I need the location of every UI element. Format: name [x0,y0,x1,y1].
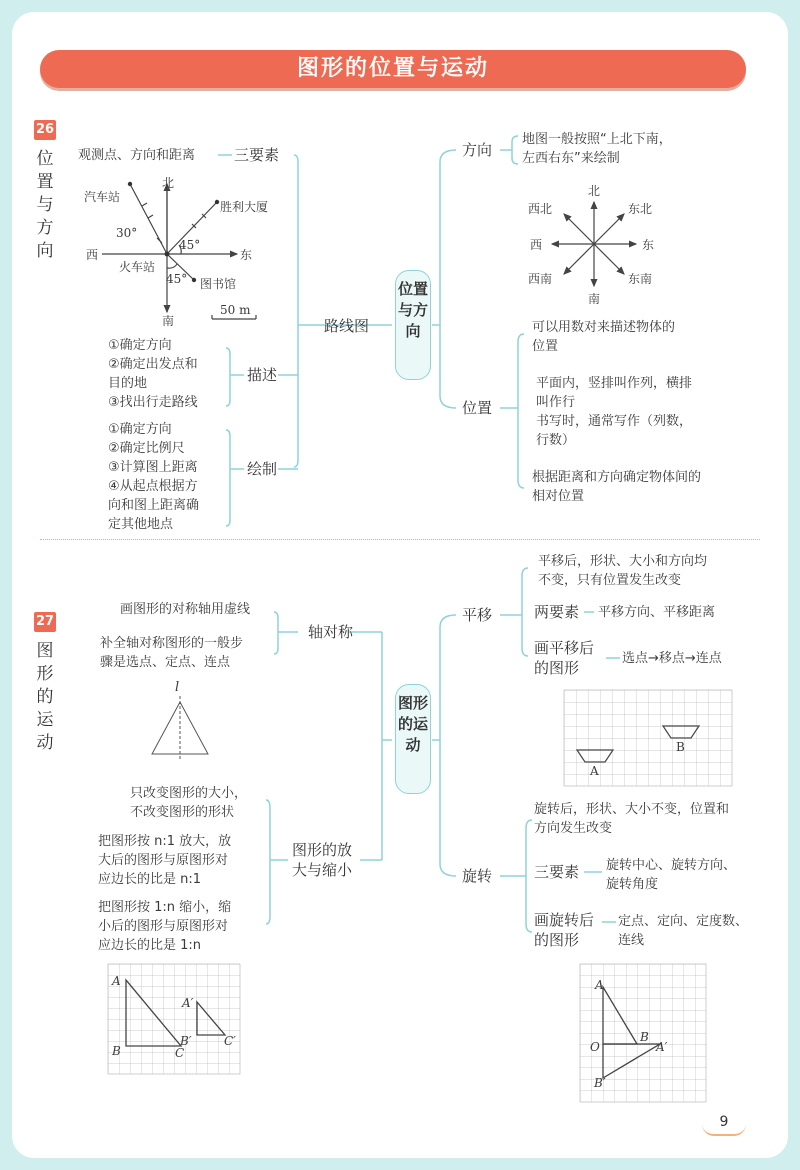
describe-label: 描述 [247,366,278,384]
enlarge-point-c2: C′ [224,1034,236,1048]
rotation-point-o: O [590,1040,600,1054]
translation-text: 平移后，形状、大小和方向均 不变，只有位置发生改变 [538,554,708,588]
enlarge-grid [108,964,240,1074]
rotation-draw-label: 画旋转后 的图形 [534,911,595,949]
center-node-position-direction: 位置与方向 [395,270,431,380]
position-label: 位置 [462,399,493,417]
translation-label: 平移 [462,606,493,624]
position-text-2: 平面内，竖排叫作列，横排 叫作行 书写时，通常写作（列数， 行数） [536,376,693,448]
map-east: 东 [240,248,253,262]
enlarge-point-c: C [175,1046,185,1060]
scale-text-2: 把图形按 n:1 放大，放 大后的图形与原图形对 应边长的比是 n:1 [98,834,232,887]
map-bus-station: 汽车站 [84,190,121,204]
compass-east: 东 [642,238,655,252]
map-south: 南 [162,314,175,328]
rotation-label: 旋转 [462,867,493,885]
axis-text-1: 画图形的对称轴用虚线 [120,602,251,617]
enlarge-point-a: A [112,974,121,988]
translation-draw-label: 画平移后 的图形 [534,639,595,677]
enlarge-point-a2: A′ [182,996,194,1010]
rotation-three-text: 旋转中心、旋转方向、 旋转角度 [606,858,737,892]
map-west: 西 [86,248,99,262]
map-library: 图书馆 [200,277,237,291]
scale-text-1: 只改变图形的大小， 不改变图形的形状 [130,786,248,820]
compass-rose [552,202,636,286]
translation-two-label: 两要素 [534,603,580,621]
position-text-3: 根据距离和方向确定物体间的 相对位置 [532,470,702,504]
rotation-point-b: B [640,1030,649,1044]
route-map-label: 路线图 [324,317,370,335]
translation-point-a: A [590,764,599,778]
axis-symmetry-label: 轴对称 [308,623,354,641]
compass-north: 北 [588,184,601,198]
center-node-motion: 图形的运动 [395,684,431,794]
map-angle-45-a: 45° [179,238,201,252]
three-elements-text: 观测点、方向和距离 [78,148,196,163]
translation-point-b: B [676,740,685,754]
map-angle-30: 30° [116,226,138,240]
enlarge-point-b2: B′ [180,1034,192,1048]
axis-text-2: 补全轴对称图形的一般步 骤是选点、定点、连点 [100,636,244,670]
draw-label: 绘制 [247,460,278,478]
symmetry-triangle [152,696,208,760]
page [12,12,788,1158]
scale-label: 图形的放 大与缩小 [292,841,353,879]
compass-southwest: 西南 [528,272,553,286]
rotation-point-b2: B′ [594,1076,606,1090]
map-north: 北 [162,176,175,190]
map-victory-building: 胜利大厦 [220,200,269,214]
rotation-draw-text: 定点、定向、定度数、 连线 [618,914,749,948]
translation-draw-text: 选点→移点→连点 [622,651,722,666]
rotation-point-a2: A′ [656,1040,668,1054]
map-train-station: 火车站 [119,260,156,274]
direction-text: 地图一般按照“上北下南， 左西右东”来绘制 [522,132,672,166]
three-elements-label: 三要素 [234,146,280,164]
page-number: 9 [702,1110,746,1136]
rotation-point-a: A [595,978,604,992]
compass-south: 南 [588,292,601,306]
map-scale: 50 m [220,303,251,317]
enlarge-point-b: B [112,1044,121,1058]
rotation-three-label: 三要素 [534,863,580,881]
axis-letter: l [175,680,180,695]
page-title: 图形的位置与运动 [40,50,746,88]
position-text-1: 可以用数对来描述物体的 位置 [532,320,676,354]
section-title: 位置与方向 [36,149,54,261]
compass-west: 西 [530,238,543,252]
compass-northeast: 东北 [628,202,653,216]
section-title-27: 图形的运动 [36,641,54,753]
compass-southeast: 东南 [628,272,653,286]
section-number-badge: 26 [34,120,56,140]
draw-steps: ①确定方向 ②确定比例尺 ③计算图上距离 ④从起点根据方 向和图上距离确 定其他地点 [108,422,200,532]
section-divider [40,539,760,540]
compass-northwest: 西北 [528,202,553,216]
map-angle-45-b: 45° [166,272,188,286]
scale-text-3: 把图形按 1:n 缩小，缩 小后的图形与原图形对 应边长的比是 1:n [98,900,232,953]
direction-label: 方向 [462,141,493,159]
section-number-badge-27: 27 [34,612,56,632]
describe-steps: ①确定方向 ②确定出发点和 目的地 ③找出行走路线 [108,338,198,410]
rotation-text: 旋转后，形状、大小不变，位置和 方向发生改变 [534,802,730,836]
translation-two-text: 平移方向、平移距离 [598,605,716,620]
